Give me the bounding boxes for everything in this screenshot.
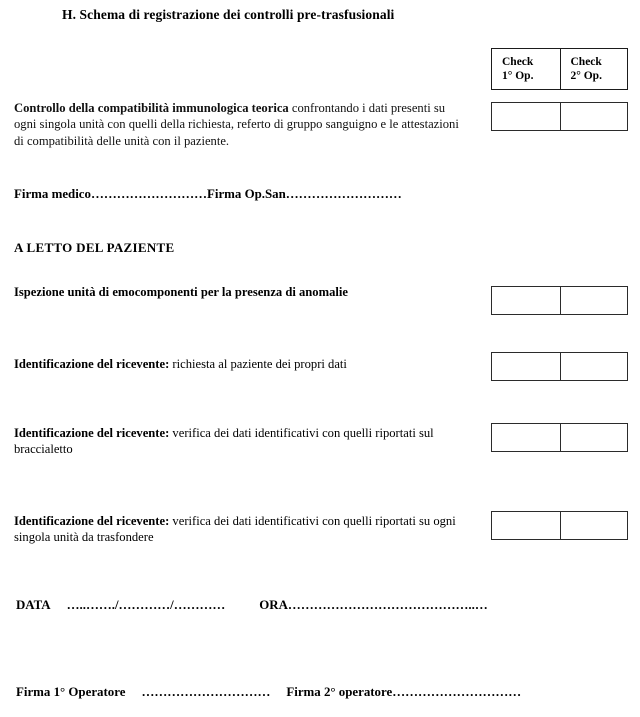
checkbox-theoretical-op1[interactable] [492,103,560,130]
check-header-op2-line2: 2° Op. [570,70,602,82]
check-pair-theoretical [491,102,628,131]
time-label: ORA [259,598,288,612]
operator2-signature-label: Firma 2° operatore [286,685,393,699]
operator1-signature-label: Firma 1° Operatore [16,685,126,699]
theoretical-compatibility-rest: confrontando i dati presenti su ogni singola unità con quelli della richiesta, referto di gruppo sanguigno e le attestazioni di compatibilità delle unità con il paziente. [14,101,459,148]
date-dots[interactable]: …..……./…………/………… [66,598,226,612]
checklist-item-3-lead: Identificazione del ricevente: [14,514,170,528]
operator2-signature-dots[interactable]: ………………………… [392,685,522,699]
check-pair-inspection [491,286,628,315]
check-header-cell-op2 [560,49,628,89]
date-time-line [16,598,488,613]
doctor-signature-label: Firma medico [14,187,91,201]
date-label: DATA [16,598,51,612]
signature-line-top [14,187,402,202]
checklist-item-1-lead: Identificazione del ricevente: [14,357,170,371]
checkbox-ident-bracelet-op1[interactable] [492,424,560,451]
checkbox-ident-unit-op2[interactable] [560,512,628,539]
check-header-op1-line2: 1° Op. [502,70,534,82]
checkbox-ident-unit-op1[interactable] [492,512,560,539]
theoretical-compatibility-paragraph [14,100,469,149]
theoretical-compatibility-lead: Controllo della compatibilità immunologica teorica [14,101,289,115]
checkbox-theoretical-op2[interactable] [560,103,628,130]
checklist-item-ident-unit-label [14,513,476,546]
checkbox-inspection-op2[interactable] [560,287,628,314]
check-header-table [491,48,628,90]
checklist-item-inspection-label [14,284,476,300]
checklist-item-ident-request-label [14,356,476,372]
op-san-signature-label: Firma Op.San [206,187,286,201]
signature-line-bottom [16,685,521,700]
checklist-item-0-lead: Ispezione unità di emocomponenti per la presenza di anomalie [14,285,348,299]
checkbox-ident-bracelet-op2[interactable] [560,424,628,451]
doctor-signature-dots[interactable]: ……………………… [90,187,207,201]
check-header-op2-line1: Check [570,55,602,68]
check-pair-ident-unit [491,511,628,540]
check-pair-ident-bracelet [491,423,628,452]
checklist-item-2-lead: Identificazione del ricevente: [14,426,170,440]
op-san-signature-dots[interactable]: ……………………… [285,187,402,201]
time-dots[interactable]: ……………………………………..… [287,598,488,612]
section-heading-bedside: A LETTO DEL PAZIENTE [14,240,175,255]
operator1-signature-dots[interactable]: ………………………… [141,685,271,699]
checkbox-inspection-op1[interactable] [492,287,560,314]
checkbox-ident-request-op2[interactable] [560,353,628,380]
checkbox-ident-request-op1[interactable] [492,353,560,380]
checklist-item-ident-bracelet-label [14,425,476,458]
check-header-op1-line1: Check [502,55,534,68]
check-header-cell-op1 [492,49,560,89]
checklist-item-3-rest: verifica dei dati identificativi con quelli riportati su ogni singola unità da trasfondere [14,514,456,545]
checklist-item-1-rest: richiesta al paziente dei propri dati [169,357,347,371]
page-title: H. Schema di registrazione dei controlli pre-trasfusionali [62,7,395,22]
check-pair-ident-request [491,352,628,381]
checklist-item-2-rest: verifica dei dati identificativi con quelli riportati sul braccialetto [14,426,434,457]
